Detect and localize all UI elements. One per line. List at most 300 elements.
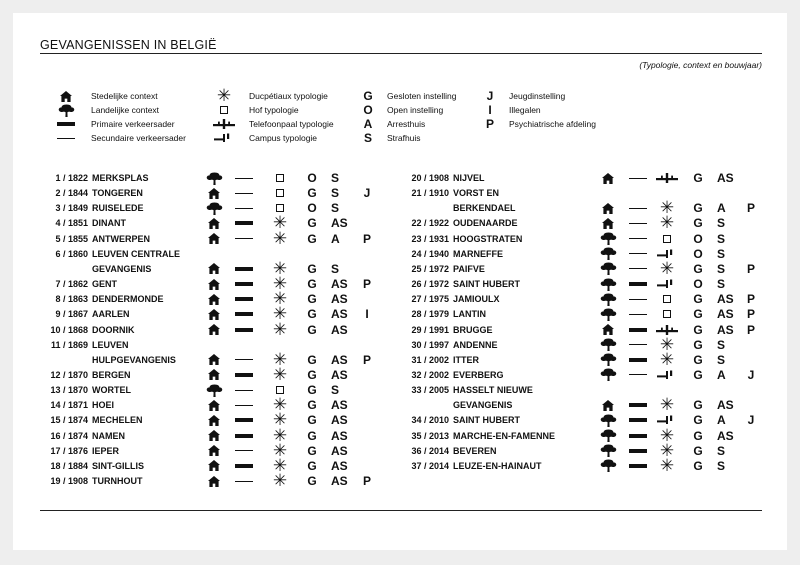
legend-label: Strafhuis	[387, 133, 421, 143]
asterisk-icon: ✳	[659, 440, 675, 461]
thin-icon	[627, 368, 649, 382]
prison-name: HULPGEVANGENIS	[92, 354, 176, 365]
square-icon	[656, 292, 678, 306]
prison-code: AS	[717, 428, 734, 443]
house-icon	[203, 413, 225, 427]
legend-label: Jeugdinstelling	[509, 91, 566, 101]
prison-name: MERKSPLAS	[92, 173, 149, 183]
prison-name: BRUGGE	[453, 324, 493, 335]
prison-code: S	[717, 231, 726, 246]
prison-year: 7 / 1862	[55, 279, 88, 290]
tree-icon	[597, 353, 619, 367]
house-icon	[597, 171, 619, 185]
tree-icon	[203, 171, 225, 185]
prison-code: AS	[331, 352, 348, 367]
prison-code: P	[746, 322, 755, 337]
prison-name: GEVANGENIS	[92, 263, 152, 274]
prison-name: VORST EN	[453, 188, 500, 199]
prison-name: LEUVEN CENTRALE	[92, 248, 181, 259]
thick-bar-icon	[55, 118, 77, 130]
prison-name: GENT	[92, 279, 118, 290]
prison-year: 4 / 1851	[55, 218, 88, 229]
prison-code: P	[746, 201, 755, 216]
tree-icon	[597, 444, 619, 458]
tree-icon	[55, 104, 77, 116]
prison-name: ANDENNE	[453, 339, 498, 350]
thick-icon	[627, 429, 649, 443]
prison-code: G	[307, 322, 317, 337]
tree-icon	[597, 292, 619, 306]
prison-code: AS	[331, 443, 348, 458]
prison-year: 31 / 2002	[411, 354, 449, 365]
asterisk-icon: ✳	[659, 213, 675, 234]
thin-icon	[233, 398, 255, 412]
prison-name: JAMIOULX	[453, 294, 500, 305]
thick-icon	[233, 459, 255, 473]
house-icon	[203, 444, 225, 458]
prison-name: NIJVEL	[453, 173, 485, 183]
campus-icon	[213, 132, 235, 144]
house-icon	[203, 368, 225, 382]
asterisk-icon: ✳	[272, 455, 288, 476]
prison-year: 5 / 1855	[55, 233, 88, 244]
prison-year: 1 / 1822	[55, 173, 88, 183]
prison-name: NAMEN	[92, 430, 125, 441]
tree-icon	[203, 383, 225, 397]
prison-code: G	[693, 171, 703, 185]
legend-letter: J	[486, 89, 494, 103]
asterisk-icon: ✳	[272, 395, 288, 416]
thin-icon	[627, 262, 649, 276]
prison-code: G	[693, 201, 703, 216]
prison-name: OUDENAARDE	[453, 218, 518, 229]
prison-code: AS	[331, 292, 348, 307]
prison-name: MECHELEN	[92, 415, 143, 426]
prison-year: 37 / 2014	[411, 460, 449, 471]
thick-icon	[627, 398, 649, 412]
prison-name: MARNEFFE	[453, 248, 503, 259]
square-icon	[656, 232, 678, 246]
tree-icon	[597, 262, 619, 276]
thin-icon	[233, 232, 255, 246]
thin-icon	[233, 171, 255, 185]
prison-code: A	[331, 231, 340, 246]
prison-name: DOORNIK	[92, 324, 135, 335]
prison-name: TONGEREN	[92, 188, 143, 199]
thick-icon	[233, 307, 255, 321]
house-icon	[203, 262, 225, 276]
thick-icon	[627, 353, 649, 367]
thick-icon	[233, 262, 255, 276]
prison-code: O	[307, 201, 317, 216]
prison-code: G	[307, 231, 317, 246]
asterisk-icon: ✳	[272, 228, 288, 249]
thin-icon	[627, 201, 649, 215]
prison-name: BEVEREN	[453, 445, 497, 456]
thin-icon	[627, 247, 649, 261]
prison-code: P	[746, 261, 755, 276]
prison-code: O	[693, 277, 703, 292]
asterisk-icon: ✳	[272, 304, 288, 325]
prison-code: G	[307, 383, 317, 398]
prison-year: 18 / 1884	[50, 460, 88, 471]
thick-icon	[233, 429, 255, 443]
prison-code: G	[693, 216, 703, 231]
prison-code: AS	[331, 428, 348, 443]
prison-code: S	[717, 246, 726, 261]
prison-code: A	[717, 201, 726, 216]
telephone-pole-icon	[213, 118, 235, 130]
thin-icon	[233, 383, 255, 397]
house-icon	[597, 323, 619, 337]
prison-code: P	[746, 307, 755, 322]
thin-icon	[233, 474, 255, 488]
prison-year: 17 / 1876	[50, 445, 88, 456]
prison-code: G	[693, 367, 703, 382]
thin-icon	[627, 232, 649, 246]
asterisk-icon: ✳	[272, 410, 288, 431]
prison-code: G	[307, 216, 317, 231]
thick-icon	[627, 413, 649, 427]
prison-name: HOEI	[92, 400, 115, 411]
prison-code: AS	[331, 458, 348, 473]
asterisk-icon: ✳	[272, 213, 288, 234]
legend-label: Illegalen	[509, 105, 541, 115]
prison-code: AS	[717, 171, 734, 185]
house-icon	[203, 216, 225, 230]
asterisk-icon: ✳	[272, 274, 288, 295]
prison-year: 35 / 2013	[411, 430, 449, 441]
thick-icon	[233, 277, 255, 291]
prison-year: 9 / 1867	[55, 309, 88, 320]
asterisk-icon: ✳	[216, 86, 232, 106]
prison-year: 33 / 2005	[411, 385, 449, 396]
prison-code: P	[362, 352, 371, 367]
legend-letter: P	[485, 117, 494, 131]
prison-code: S	[717, 337, 726, 352]
prison-name: IEPER	[92, 445, 120, 456]
legend-label: Psychiatrische afdeling	[509, 119, 596, 129]
thin-icon	[233, 186, 255, 200]
thin-icon	[627, 307, 649, 321]
prison-year: 10 / 1868	[50, 324, 88, 335]
prison-code: G	[307, 413, 317, 428]
prison-year: 30 / 1997	[411, 339, 449, 350]
asterisk-icon: ✳	[659, 334, 675, 355]
house-icon	[203, 277, 225, 291]
asterisk-icon: ✳	[272, 364, 288, 385]
prison-code: AS	[331, 307, 348, 322]
square-icon	[269, 171, 291, 185]
house-icon	[203, 292, 225, 306]
asterisk-icon: ✳	[272, 289, 288, 310]
prison-code: G	[307, 186, 317, 201]
square-icon	[269, 186, 291, 200]
tree-icon	[597, 459, 619, 473]
asterisk-icon: ✳	[659, 349, 675, 370]
prison-year: 26 / 1972	[411, 279, 449, 290]
prison-code: AS	[331, 474, 348, 488]
legend-letter: S	[363, 131, 372, 145]
prison-name: RUISELEDE	[92, 203, 144, 214]
house-icon	[55, 90, 77, 102]
tree-icon	[203, 201, 225, 215]
prison-name: BERGEN	[92, 369, 131, 380]
tree-icon	[597, 307, 619, 321]
prison-code: G	[307, 428, 317, 443]
prison-year: 21 / 1910	[411, 188, 449, 199]
prison-code: O	[693, 231, 703, 246]
legend-label: Hof typologie	[249, 105, 299, 115]
house-icon	[597, 216, 619, 230]
prison-code: AS	[331, 367, 348, 382]
prison-year: 34 / 2010	[411, 415, 449, 426]
house-icon	[203, 186, 225, 200]
prison-code: AS	[331, 413, 348, 428]
prison-code: A	[717, 413, 726, 428]
prison-code: S	[717, 443, 726, 458]
house-icon	[597, 201, 619, 215]
prison-code: P	[362, 231, 371, 246]
prison-code: A	[717, 367, 726, 382]
prison-year: 27 / 1975	[411, 294, 449, 305]
asterisk-icon: ✳	[659, 258, 675, 279]
asterisk-icon: ✳	[272, 319, 288, 340]
prison-year: 24 / 1940	[411, 248, 449, 259]
tree-icon	[597, 413, 619, 427]
prison-code: G	[693, 337, 703, 352]
prison-code: G	[307, 352, 317, 367]
prison-name: TURNHOUT	[92, 476, 143, 486]
prison-year: 23 / 1931	[411, 233, 449, 244]
prison-code: G	[307, 261, 317, 276]
legend-label: Stedelijke context	[91, 91, 158, 101]
thin-icon	[627, 216, 649, 230]
prison-code: J	[747, 367, 755, 382]
prison-name: WORTEL	[92, 385, 131, 396]
thin-line-icon	[55, 132, 77, 144]
prison-code: S	[331, 186, 340, 201]
prison-year: 28 / 1979	[411, 309, 449, 320]
prison-code: AS	[331, 216, 348, 231]
house-icon	[203, 353, 225, 367]
square-icon	[213, 104, 235, 116]
document-sheet	[13, 13, 787, 550]
prison-code: G	[307, 367, 317, 382]
prison-year: 32 / 2002	[411, 369, 449, 380]
asterisk-icon: ✳	[272, 440, 288, 461]
legend-label: Ducpétiaux typologie	[249, 91, 328, 101]
tree-icon	[597, 429, 619, 443]
prison-code: G	[307, 458, 317, 473]
prison-code: I	[365, 307, 369, 322]
house-icon	[597, 398, 619, 412]
prison-code: P	[746, 292, 755, 307]
prison-code: G	[693, 292, 703, 307]
thick-icon	[233, 368, 255, 382]
thick-icon	[233, 216, 255, 230]
thick-icon	[627, 459, 649, 473]
thin-icon	[233, 201, 255, 215]
prison-code: G	[693, 443, 703, 458]
thick-icon	[233, 413, 255, 427]
thin-icon	[627, 292, 649, 306]
house-icon	[203, 429, 225, 443]
legend-label: Campus typologie	[249, 133, 318, 143]
prison-year: 29 / 1991	[411, 324, 449, 335]
prison-code: AS	[717, 292, 734, 307]
prison-code: G	[693, 398, 703, 413]
legend-letter: A	[363, 117, 373, 131]
prison-code: AS	[717, 322, 734, 337]
prison-code: AS	[331, 277, 348, 292]
top-rule	[40, 53, 762, 54]
thin-icon	[233, 444, 255, 458]
prison-code: S	[717, 458, 726, 473]
legend-label: Open instelling	[387, 105, 444, 115]
prison-name: SINT-GILLIS	[92, 460, 145, 471]
asterisk-icon: ✳	[659, 198, 675, 219]
prison-code: O	[693, 246, 703, 261]
prison-name: AARLEN	[92, 309, 130, 320]
prison-name: HASSELT NIEUWE	[453, 385, 533, 396]
prison-code: G	[307, 398, 317, 413]
prison-code: G	[693, 413, 703, 428]
thick-icon	[627, 323, 649, 337]
prison-name: MARCHE-EN-FAMENNE	[453, 430, 555, 441]
prison-code: G	[693, 322, 703, 337]
telephone-pole-icon	[656, 171, 678, 185]
legend-label: Landelijke context	[91, 105, 160, 115]
prison-code: S	[331, 383, 340, 398]
prison-code: S	[717, 277, 726, 292]
legend-label: Secundaire verkeersader	[91, 133, 186, 143]
prison-name: LANTIN	[453, 309, 486, 320]
prison-name: LEUZE-EN-HAINAUT	[453, 460, 542, 471]
thin-icon	[627, 171, 649, 185]
legend-letter: O	[363, 103, 373, 117]
legend-letter: G	[363, 89, 373, 103]
bottom-rule	[40, 510, 762, 511]
house-icon	[203, 232, 225, 246]
legend-label: Gesloten instelling	[387, 91, 457, 101]
prison-name: BERKENDAEL	[453, 203, 516, 214]
prison-name: LEUVEN	[92, 339, 129, 350]
prison-year: 13 / 1870	[50, 385, 88, 396]
prison-code: S	[717, 352, 726, 367]
prison-name: DENDERMONDE	[92, 294, 164, 305]
house-icon	[203, 459, 225, 473]
prison-code: P	[362, 474, 371, 488]
campus-icon	[656, 277, 678, 291]
prison-code: S	[331, 261, 340, 276]
thin-icon	[627, 338, 649, 352]
tree-icon	[597, 232, 619, 246]
thick-icon	[233, 292, 255, 306]
prison-name: PAIFVE	[453, 263, 485, 274]
prison-year: 15 / 1874	[50, 415, 88, 426]
prison-code: G	[307, 474, 317, 488]
prison-code: P	[362, 277, 371, 292]
house-icon	[203, 398, 225, 412]
prison-code: AS	[331, 398, 348, 413]
thick-icon	[627, 444, 649, 458]
page-subtitle: (Typologie, context en bouwjaar)	[639, 60, 762, 70]
asterisk-icon: ✳	[272, 349, 288, 370]
prison-year: 14 / 1871	[50, 400, 88, 411]
prison-year: 11 / 1869	[50, 339, 88, 350]
prison-name: GEVANGENIS	[453, 400, 513, 411]
page-title: GEVANGENISSEN IN BELGIË	[40, 38, 217, 52]
prison-year: 19 / 1908	[50, 476, 88, 486]
asterisk-icon: ✳	[272, 258, 288, 279]
prison-year: 8 / 1863	[55, 294, 88, 305]
prison-code: G	[693, 261, 703, 276]
campus-icon	[656, 368, 678, 382]
prison-year: 12 / 1870	[50, 369, 88, 380]
prison-code: S	[717, 216, 726, 231]
prison-year: 2 / 1844	[55, 188, 88, 199]
thick-icon	[233, 323, 255, 337]
prison-year: 22 / 1922	[411, 218, 449, 229]
asterisk-icon: ✳	[659, 455, 675, 476]
prison-code: S	[331, 201, 340, 216]
prison-code: S	[717, 261, 726, 276]
prison-name: ITTER	[453, 354, 479, 365]
prison-code: AS	[717, 398, 734, 413]
prison-year: 16 / 1874	[50, 430, 88, 441]
prison-code: G	[693, 352, 703, 367]
prison-code: G	[307, 292, 317, 307]
prison-code: G	[307, 443, 317, 458]
house-icon	[203, 307, 225, 321]
house-icon	[203, 474, 225, 488]
prison-name: EVERBERG	[453, 369, 504, 380]
prison-code: J	[363, 186, 371, 201]
house-icon	[203, 323, 225, 337]
prison-code: G	[307, 277, 317, 292]
prison-name: DINANT	[92, 218, 126, 229]
legend-letter: I	[488, 103, 492, 117]
prison-year: 6 / 1860	[55, 248, 88, 259]
thick-icon	[627, 277, 649, 291]
prison-year: 20 / 1908	[411, 173, 449, 183]
prison-year: 36 / 2014	[411, 445, 449, 456]
prison-name: HOOGSTRATEN	[453, 233, 523, 244]
prison-code: J	[747, 413, 755, 428]
asterisk-icon: ✳	[659, 425, 675, 446]
tree-icon	[597, 247, 619, 261]
prison-year: 25 / 1972	[411, 263, 449, 274]
legend-label: Primaire verkeersader	[91, 119, 175, 129]
prison-name: ANTWERPEN	[92, 233, 150, 244]
tree-icon	[597, 277, 619, 291]
tree-icon	[597, 338, 619, 352]
square-icon	[656, 307, 678, 321]
prison-year: 3 / 1849	[55, 203, 88, 214]
prison-name: SAINT HUBERT	[453, 279, 520, 290]
prison-code: G	[307, 307, 317, 322]
legend-label: Telefoonpaal typologie	[249, 119, 334, 129]
asterisk-icon: ✳	[272, 425, 288, 446]
prison-code: G	[693, 458, 703, 473]
prison-name: SAINT HUBERT	[453, 415, 520, 426]
prison-code: AS	[331, 322, 348, 337]
asterisk-icon: ✳	[659, 395, 675, 416]
prison-code: AS	[717, 307, 734, 322]
prison-code: S	[331, 171, 340, 185]
prison-code: G	[693, 428, 703, 443]
